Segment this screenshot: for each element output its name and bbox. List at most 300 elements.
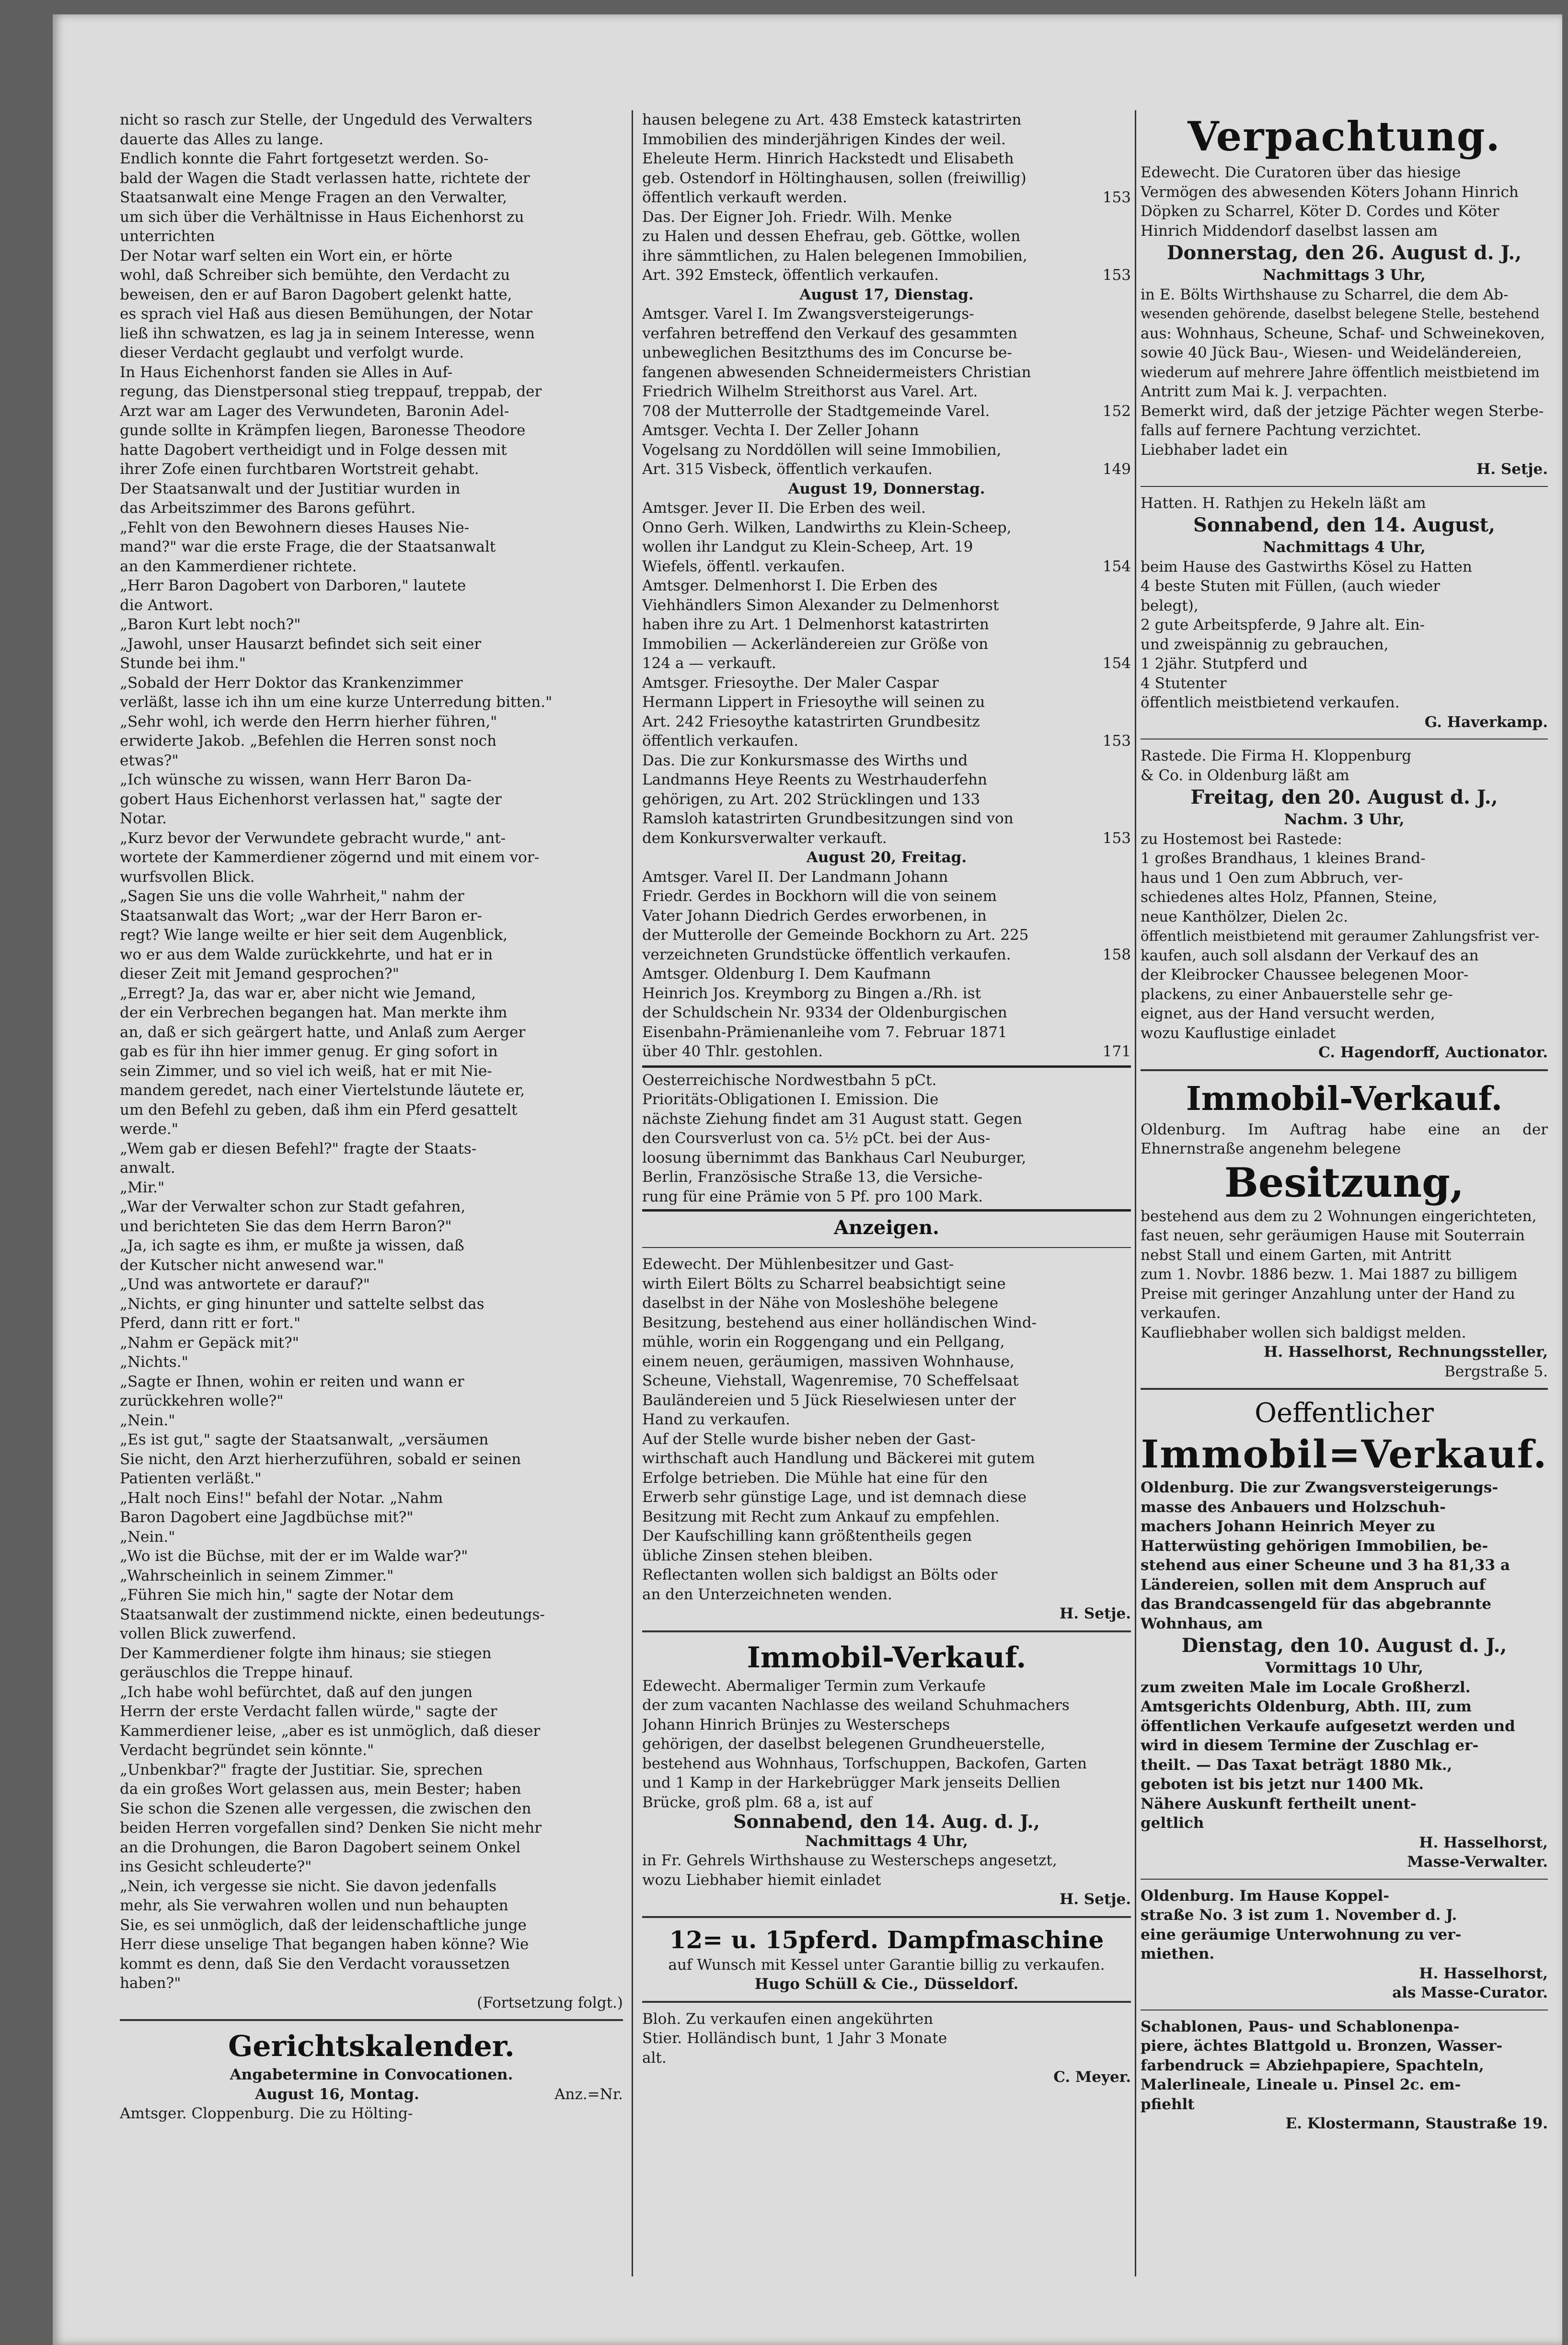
text-line: Eisenbahn-Prämienanleihe vom 7. Februar 1871: [642, 1023, 1007, 1041]
hatten-details: [1141, 557, 1548, 713]
text-line: Hinrich Middendorf daselbst lassen am: [1141, 222, 1438, 240]
text-line: piere, ächtes Blattgold u. Bronzen, Wasser-: [1141, 2037, 1503, 2055]
text-line: „Wem gab er diesen Befehl?" fragte der Staats-: [120, 1140, 477, 1157]
text-line: haben?": [120, 1975, 181, 1992]
text-line: kaufen, auch soll alsdann der Verkauf des an: [1141, 947, 1479, 964]
text-line: mühle, worin ein Roggengang und ein Pellgang,: [642, 1333, 1005, 1351]
text-line: geltlich: [1141, 1814, 1204, 1832]
text-line: Friedr. Gerdes in Bockhorn will die von seinem: [642, 888, 997, 905]
text-line: Amtsger. Varel II. Der Landmann Johann: [642, 868, 948, 886]
hatten-intro: Hatten. H. Rathjen zu Hekeln läßt am: [1141, 494, 1426, 512]
divider: [120, 2019, 623, 2021]
text-line: da ein großes Wort gelassen aus, mein Bester; haben: [120, 1780, 521, 1798]
text-line: unterrichten: [120, 228, 215, 245]
text-line: „Nein.": [120, 1528, 175, 1546]
text-line: Amtsger. Delmenhorst I. Die Erben des: [642, 577, 938, 594]
text-line: Viehhändlers Simon Alexander zu Delmenhorst: [642, 596, 999, 614]
text-line: nebst Stall und einem Garten, mit Antritt: [1141, 1246, 1452, 1264]
text-line: stehend aus einer Scheune und 3 ha 81,33 a: [1141, 1557, 1510, 1574]
text-line: Arzt war am Lager des Verwundeten, Baronin Adel-: [120, 402, 509, 420]
text-line: Bauländereien und 5 Jück Rieselwiesen unter der: [642, 1391, 1016, 1409]
text-line: „Nahm er Gepäck mit?": [120, 1334, 299, 1352]
text-line: dieser Verdacht geglaubt und verfolgt wurde.: [120, 344, 464, 361]
calendar-entry: [642, 208, 1131, 285]
immobil-verkauf-intro-2: Oldenburg. Im Auftrag habe eine an der Ehnernstraße angenehm belegene: [1141, 1121, 1548, 1157]
text-line: wesenden gehörende, daselbst belegene Stelle, bestehend: [1141, 306, 1540, 322]
text-line: wirth Eilert Bölts zu Scharrel beabsichtigt seine: [642, 1275, 1006, 1293]
text-line: Immobilien — Ackerländereien zur Größe von: [642, 635, 989, 653]
text-line: & Co. in Oldenburg läßt am: [1141, 766, 1349, 784]
text-line: Art. 242 Friesoythe katastrirten Grundbesitz: [642, 713, 980, 730]
text-line: Landmanns Heye Reents zu Westrhauderfehn: [642, 771, 987, 788]
text-line: wollen ihr Landgut zu Klein-Scheep, Art. 19: [642, 538, 973, 555]
text-line: öffentlich meistbietend mit geraumer Zahlungsfrist ver-: [1141, 928, 1540, 944]
text-line: Edewecht. Die Curatoren über das hiesige: [1141, 164, 1461, 181]
text-line: Sie schon die Szenen alle vergessen, die zwischen den: [120, 1800, 531, 1817]
text-line: gehörigen, zu Art. 202 Strücklingen und 133: [642, 790, 980, 808]
court-calendar-entry: Amtsger. Cloppenburg. Die zu Hölting-: [120, 2105, 413, 2122]
text-line: Wohnhaus, am: [1141, 1615, 1263, 1632]
koppelstrasse-ad: [1141, 1886, 1548, 1964]
divider: [1141, 1388, 1548, 1390]
oeffentlicher-time: Vormittags 10 Uhr,: [1265, 1659, 1423, 1676]
text-line: wurfsvollen Blick.: [120, 868, 255, 886]
text-line: Schablonen, Paus- und Schablonenpa-: [1141, 2018, 1460, 2035]
text-line: sein Zimmer, und so viel ich weiß, hat er mit Nie-: [120, 1062, 492, 1080]
oeffentlicher-signature: H. Hasselhorst,: [1419, 1834, 1548, 1851]
text-line: „Mir.": [120, 1178, 165, 1196]
immobil-end-1: [642, 1851, 1131, 1890]
text-line: haus und 1 Oen zum Abbruch, ver-: [1141, 869, 1403, 887]
calendar-entry: [642, 498, 1131, 576]
text-line: „Unbenkbar?" fragte der Justitiar. Sie, sprechen: [120, 1761, 483, 1779]
calendar-entries-1: [642, 110, 1131, 285]
divider: [642, 2001, 1131, 2003]
text-line: mand?" war die erste Frage, die der Staatsanwalt: [120, 538, 496, 555]
text-line: ihre sämmtlichen, zu Halen belegenen Immobilien,: [642, 247, 1027, 265]
text-line: und 1 Kamp in der Harkebrügger Mark jenseits Dellien: [642, 1774, 1061, 1791]
text-line: der zum vacanten Nachlasse des weiland Schuhmachers: [642, 1697, 1070, 1714]
text-line: Bemerkt wird, daß der jetzige Pächter wegen Sterbe-: [1141, 402, 1544, 420]
text-line: Verdacht begründet sein könnte.": [120, 1742, 374, 1759]
text-line: 708 der Mutterrolle der Stadtgemeinde Varel. 152: [642, 402, 1131, 421]
text-line: Reflectanten wollen sich baldigst an Bölts oder: [642, 1566, 998, 1583]
text-line: wohl, daß Schreiber sich bemühte, den Verdacht zu: [120, 266, 510, 284]
text-line: öffentlich meistbietend verkaufen.: [1141, 694, 1400, 711]
boelts-signature: H. Setje.: [1059, 1605, 1131, 1622]
text-line: „Sagen Sie uns die volle Wahrheit," nahm der: [120, 888, 464, 905]
text-line: daselbst in der Nähe von Mosleshöhe belegene: [642, 1294, 999, 1312]
text-line: öffentlich verkauft werden. 153: [642, 188, 1131, 208]
text-line: dauerte das Alles zu lange.: [120, 130, 324, 148]
text-line: 2 gute Arbeitspferde, 9 Jahre alt. Ein-: [1141, 616, 1425, 634]
text-line: um sich über die Verhältnisse in Haus Eichenhorst zu: [120, 208, 524, 226]
calendar-entries-2: [642, 304, 1131, 479]
text-line: anwalt.: [120, 1159, 175, 1177]
text-line: ins Gesicht schleuderte?": [120, 1858, 312, 1875]
immobil-verkauf-title-2: Immobil-Verkauf.: [1186, 1079, 1503, 1118]
court-calendar-number-label: Anz.=Nr.: [554, 2085, 623, 2103]
text-line: „Jawohl, unser Hausarzt befindet sich seit einer: [120, 635, 482, 653]
text-line: bald der Wagen die Stadt verlassen hatte, richtete der: [120, 169, 530, 187]
text-line: beim Hause des Gastwirths Kösel zu Hatten: [1141, 558, 1472, 576]
text-line: rung für eine Prämie von 5 Pf. pro 100 Mark.: [642, 1188, 983, 1205]
text-line: fast neuen, sehr geräumigen Hause mit Souterrain: [1141, 1227, 1525, 1244]
text-line: in E. Bölts Wirthshause zu Scharrel, die dem Ab-: [1141, 286, 1509, 303]
text-line: nicht so rasch zur Stelle, der Ungeduld des Verwalters: [120, 111, 532, 128]
text-line: bestehend aus dem zu 2 Wohnungen eingerichteten,: [1141, 1207, 1537, 1225]
verpachtung-title: Verpachtung.: [1188, 113, 1501, 160]
text-line: Endlich konnte die Fahrt fortgesetzt werden. So-: [120, 150, 489, 167]
text-line: Heinrich Jos. Kreymborg zu Bingen a./Rh. ist: [642, 984, 981, 1002]
column-3: [1141, 110, 1548, 2134]
text-line: bestehend aus Wohnhaus, Torfschuppen, Backofen, Garten: [642, 1755, 1087, 1772]
text-line: an den Kammerdiener richtete.: [120, 557, 357, 575]
entry-number: 158: [1102, 946, 1131, 963]
text-line: „Erregt? Ja, das war er, aber nicht wie Jemand,: [120, 984, 476, 1002]
bloh-ad: [642, 2010, 1131, 2068]
court-calendar-date: August 16, Montag.: [255, 2085, 419, 2103]
text-line: Edewecht. Der Mühlenbesitzer und Gast-: [642, 1256, 954, 1273]
schablonen-ad: [1141, 2017, 1548, 2114]
text-line: schiedenes altes Holz, Pfannen, Steine,: [1141, 889, 1438, 906]
text-line: nächste Ziehung findet am 31 August statt. Gegen: [642, 1110, 1023, 1128]
text-line: falls auf fernere Pachtung verzichtet.: [1141, 422, 1422, 439]
text-line: Besitzung mit Recht zum Ankauf zu empfehlen.: [642, 1508, 1000, 1525]
text-line: erwiderte Jakob. „Befehlen die Herren sonst noch: [120, 732, 497, 750]
oeffentlicher-verkauf-title: Immobil=Verkauf.: [1141, 1432, 1548, 1477]
text-line: an den Unterzeichneten wenden.: [642, 1585, 892, 1603]
text-line: Hatterwüsting gehörigen Immobilien, be-: [1141, 1537, 1488, 1555]
column-rule-2: [1135, 110, 1136, 2276]
immobil-verkauf-text-1: [642, 1676, 1131, 1813]
text-line: der Kutscher nicht anwesend war.": [120, 1256, 384, 1274]
text-line: wortete der Kammerdiener zögernd und mit einem vor-: [120, 849, 540, 866]
text-line: gehörigen, der daselbst belegenen Grundheuerstelle,: [642, 1735, 1046, 1753]
text-line: wozu Kauflustige einladet: [1141, 1024, 1336, 1042]
text-line: „Ja, ich sagte es ihm, er mußte ja wissen, daß: [120, 1237, 464, 1254]
text-line: in Fr. Gehrels Wirthshause zu Westerscheps angesetzt,: [642, 1852, 1057, 1869]
text-line: Erwerb sehr günstige Lage, und ist demnach diese: [642, 1489, 1027, 1506]
text-line: „Nichts, er ging hinunter und sattelte selbst das: [120, 1295, 484, 1313]
text-line: „Sobald der Herr Doktor das Krankenzimmer: [120, 674, 463, 692]
text-line: neue Kanthölzer, Dielen 2c.: [1141, 908, 1349, 925]
text-line: loosung übernimmt das Bankhaus Carl Neuburger,: [642, 1149, 1026, 1167]
text-line: einem neuen, geräumigen, massiven Wohnhause,: [642, 1352, 1015, 1370]
text-line: Rastede. Die Firma H. Kloppenburg: [1141, 747, 1412, 764]
calendar-entry: [642, 421, 1131, 479]
text-line: „Kurz bevor der Verwundete gebracht wurde," ant-: [120, 829, 506, 847]
text-line: Friedrich Wilhelm Streithorst aus Varel. Art.: [642, 383, 978, 400]
text-line: Staatsanwalt der zustimmend nickte, einen bedeutungs-: [120, 1606, 545, 1623]
text-line: verkaufen.: [1141, 1305, 1221, 1322]
divider: [642, 1247, 1131, 1248]
continuation-note: (Fortsetzung folgt.): [477, 1994, 623, 2011]
text-line: öffentlich verkaufen. 153: [642, 731, 1131, 751]
text-line: an die Drohungen, die Baron Dagobert seinem Onkel: [120, 1838, 521, 1856]
text-line: fangenen abwesenden Schneidermeisters Christian: [642, 363, 1031, 381]
text-line: Vater Johann Diedrich Gerdes erworbenen, in: [642, 907, 987, 924]
text-line: Kaufliebhaber wollen sich baldigst melden.: [1141, 1324, 1466, 1341]
text-line: Der Kaufschilling kann größtentheils gegen: [642, 1527, 972, 1545]
text-line: Onno Gerh. Wilken, Landwirths zu Klein-Scheep,: [642, 519, 1012, 536]
text-line: „Baron Kurt lebt noch?": [120, 616, 301, 633]
oeffentlicher-title: Oeffentlicher: [1255, 1398, 1434, 1429]
text-line: Auf der Stelle wurde bisher neben der Gast-: [642, 1430, 976, 1448]
text-line: 4 Stutenter: [1141, 674, 1227, 692]
text-line: verfahren betreffend den Verkauf des gesammten: [642, 324, 1017, 342]
text-line: Das. Die zur Konkursmasse des Wirths und: [642, 751, 968, 769]
nordwestbahn-notice: [642, 1065, 1131, 1212]
divider: [1141, 1069, 1548, 1071]
text-line: mandem geredet, nach einer Viertelstunde läutete er,: [120, 1082, 525, 1099]
rastede-time: Nachm. 3 Uhr,: [1284, 811, 1405, 828]
schablonen-signature: E. Klostermann, Staustraße 19.: [1285, 2115, 1548, 2132]
text-line: wiederum auf mehrere Jahre öffentlich meistbietend im: [1141, 364, 1540, 381]
text-line: 4 beste Stuten mit Füllen, (auch wieder: [1141, 578, 1441, 595]
calendar-entry: [642, 576, 1131, 673]
text-line: Der Staatsanwalt und der Justitiar wurden in: [120, 480, 461, 497]
text-line: Amtsger. Vechta I. Der Zeller Johann: [642, 422, 919, 439]
column-1: [120, 110, 623, 2124]
text-line: zum 1. Novbr. 1886 bezw. 1. Mai 1887 zu billigem: [1141, 1266, 1518, 1283]
text-line: belegt),: [1141, 597, 1199, 614]
text-line: pfiehlt: [1141, 2095, 1195, 2113]
verpachtung-details: [1141, 285, 1548, 460]
text-line: Kammerdiener leise, „aber es ist unmöglich, daß dieser: [120, 1722, 541, 1740]
text-line: „Nein.": [120, 1411, 175, 1429]
text-line: Baron Dagobert eine Jagdbüchse mit?": [120, 1509, 414, 1526]
text-line: hausen belegene zu Art. 438 Emsteck katastrirten: [642, 111, 1022, 128]
text-line: und zweispännig zu gebrauchen,: [1141, 635, 1389, 653]
text-line: öffentlichen Verkaufe aufgesetzt werden und: [1141, 1717, 1515, 1735]
text-line: Amtsgerichts Oldenburg, Abth. III, zum: [1141, 1698, 1472, 1715]
verpachtung-signature: H. Setje.: [1476, 461, 1548, 478]
immobil-date-1: Sonnabend, den 14. Aug. d. J.,: [733, 1811, 1040, 1832]
hatten-signature: G. Haverkamp.: [1424, 713, 1548, 731]
text-line: Oldenburg. Im Hause Koppel-: [1141, 1887, 1390, 1905]
text-line: Prioritäts-Obligationen I. Emission. Die: [642, 1091, 939, 1108]
oeffentlicher-text: [1141, 1478, 1548, 1633]
column-rule-1: [632, 110, 633, 2276]
entry-number: 152: [1102, 402, 1131, 420]
text-line: Herr diese unselige That begangen haben könne? Wie: [120, 1936, 529, 1953]
divider: [1141, 486, 1548, 487]
entry-number: 154: [1102, 655, 1131, 672]
text-line: Eheleute Herm. Hinrich Hackstedt und Elisabeth: [642, 150, 1014, 167]
text-line: Pferd, dann ritt er fort.": [120, 1315, 301, 1332]
text-line: gunde sollte in Krämpfen liegen, Baronesse Theodore: [120, 422, 526, 439]
calendar-entry: [642, 751, 1131, 848]
text-line: Vermögen des abwesenden Köters Johann Hinrich: [1141, 183, 1519, 201]
text-line: zu Halen und dessen Ehefrau, geb. Göttke, wollen: [642, 228, 1021, 245]
text-line: miethen.: [1141, 1945, 1215, 1963]
entry-number: 153: [1102, 189, 1131, 206]
text-line: Amtsger. Oldenburg I. Dem Kaufmann: [642, 965, 931, 982]
text-line: Der Kammerdiener folgte ihm hinaus; sie stiegen: [120, 1644, 492, 1662]
calendar-date-3: August 20, Freitag.: [806, 849, 967, 866]
text-line: In Haus Eichenhorst fanden sie Alles in Auf-: [120, 363, 453, 381]
text-line: der Mutterolle der Gemeinde Bockhorn zu Art. 225: [642, 926, 1029, 944]
divider: [1141, 1879, 1548, 1880]
text-line: gobert Haus Eichenhorst verlassen hat," sagte der: [120, 790, 502, 808]
text-line: „Wahrscheinlich in seinem Zimmer.": [120, 1567, 394, 1584]
text-line: masse des Anbauers und Holzschuh-: [1141, 1498, 1446, 1516]
text-line: das Brandcassengeld für das abgebrannte: [1141, 1595, 1491, 1613]
text-line: hatte Dagobert vertheidigt und in Folge dessen mit: [120, 441, 507, 459]
text-line: Immobilien des minderjährigen Kindes der weil.: [642, 130, 1006, 148]
column-2: [642, 110, 1131, 2087]
calendar-entries-4: [642, 867, 1131, 1062]
hatten-date: Sonnabend, den 14. August,: [1193, 514, 1495, 536]
rastede-signature: C. Hagendorff, Auctionator.: [1318, 1044, 1548, 1061]
text-line: regung, das Dienstpersonal stieg treppauf, treppab, der: [120, 383, 542, 400]
immobil-verkauf-address-2: Bergstraße 5.: [1444, 1363, 1548, 1380]
text-line: sowie 40 Jück Bau-, Wiesen- und Weideländereien,: [1141, 344, 1522, 361]
text-line: um den Befehl zu geben, daß ihm ein Pferd gesattelt: [120, 1101, 518, 1119]
entry-number: 153: [1102, 266, 1131, 284]
text-line: „Nein, ich vergesse sie nicht. Sie davon jedenfalls: [120, 1877, 496, 1895]
text-line: es sprach viel Haß aus diesen Bemühungen, der Notar: [120, 305, 533, 323]
dampfmaschine-text: auf Wunsch mit Kessel unter Garantie billig zu verkaufen.: [668, 1956, 1105, 1974]
entry-number: 171: [1102, 1043, 1131, 1060]
rastede-date: Freitag, den 20. August d. J.,: [1190, 786, 1498, 809]
text-line: aus: Wohnhaus, Scheune, Schaf- und Schweinekoven,: [1141, 324, 1545, 342]
text-line: Berlin, Französische Straße 13, die Versiche-: [642, 1168, 983, 1186]
text-line: der Kleibrocker Chaussee belegenen Moor-: [1141, 966, 1469, 983]
bloh-signature: C. Meyer.: [1053, 2068, 1131, 2086]
verpachtung-time: Nachmittags 3 Uhr,: [1263, 266, 1426, 284]
text-line: alt.: [642, 2049, 667, 2067]
text-line: verläßt, lasse ich ihn um eine kurze Unterredung bitten.": [120, 693, 553, 711]
calendar-entry: [642, 964, 1131, 1062]
entry-number: 153: [1102, 829, 1131, 847]
divider: [642, 1916, 1131, 1918]
text-line: farbendruck = Abziehpapiere, Spachteln,: [1141, 2056, 1484, 2074]
text-line: Staatsanwalt das Wort; „war der Herr Baron er-: [120, 907, 482, 924]
text-line: Amtsger. Jever II. Die Erben des weil.: [642, 499, 926, 517]
text-line: übliche Zinsen stehen bleiben.: [642, 1547, 873, 1564]
text-line: „Herr Baron Dagobert von Darboren," lautete: [120, 577, 466, 594]
hatten-time: Nachmittags 4 Uhr,: [1263, 539, 1426, 556]
text-line: „Fehlt von den Bewohnern dieses Hauses Nie-: [120, 519, 470, 536]
text-line: eignet, aus der Hand versucht werden,: [1141, 1005, 1435, 1022]
immobil-time-1: Nachmittags 4 Uhr,: [805, 1832, 968, 1850]
text-line: verzeichneten Grundstücke öffentlich verkaufen. 158: [642, 945, 1131, 965]
text-line: „Sehr wohl, ich werde den Herrn hierher führen,": [120, 713, 497, 730]
koppelstrasse-signature-role: als Masse-Curator.: [1392, 1984, 1548, 2001]
calendar-entries-3: [642, 498, 1131, 848]
text-line: wozu Liebhaber hiemit einladet: [642, 1871, 881, 1889]
anzeigen-title: Anzeigen.: [834, 1216, 939, 1239]
text-line: „Halt noch Eins!" befahl der Notar. „Nahm: [120, 1489, 443, 1507]
text-line: über 40 Thlr. gestohlen. 171: [642, 1042, 1131, 1062]
text-line: regt? Wie lange weilte er hier seit dem Augenblick,: [120, 926, 508, 944]
text-line: geräuschlos die Treppe hinauf.: [120, 1664, 354, 1681]
entry-number: 154: [1102, 557, 1131, 575]
court-calendar-title: Gerichtskalender.: [228, 2030, 515, 2063]
text-line: Edewecht. Abermaliger Termin zum Verkaufe: [642, 1677, 986, 1695]
text-line: Das. Der Eigner Joh. Friedr. Wilh. Menke: [642, 208, 952, 226]
oeffentlicher-details: [1141, 1678, 1548, 1833]
calendar-entry: [642, 867, 1131, 965]
text-line: dem Konkursverwalter verkauft. 153: [642, 829, 1131, 848]
text-line: beiden Herren vorgefallen sind? Denken Sie nicht mehr: [120, 1819, 542, 1837]
text-line: Vogelsang zu Norddöllen will seine Immobilien,: [642, 441, 1002, 459]
text-line: Liebhaber ladet ein: [1141, 441, 1288, 459]
text-line: wird in diesem Termine der Zuschlag er-: [1141, 1737, 1479, 1754]
text-line: ließ ihn schwatzen, es lag ja in seinem Interesse, wenn: [120, 324, 535, 342]
text-line: Art. 315 Visbeck, öffentlich verkaufen. 149: [642, 460, 1131, 479]
text-line: das Arbeitszimmer des Barons geführt.: [120, 499, 415, 517]
dampfmaschine-signature: Hugo Schüll & Cie., Düsseldorf.: [754, 1975, 1019, 1993]
text-line: Döpken zu Scharrel, Köter D. Cordes und Köter: [1141, 203, 1499, 220]
text-line: haben ihre zu Art. 1 Delmenhorst katastrirten: [642, 616, 989, 633]
immobil-signature-1: H. Setje.: [1059, 1891, 1131, 1908]
text-line: Besitzung, bestehend aus einer holländischen Wind-: [642, 1314, 1037, 1331]
divider: [642, 1630, 1131, 1632]
text-line: geb. Ostendorf in Höltinghausen, sollen (freiwillig): [642, 169, 1026, 187]
text-line: mehr, als Sie verwahren wollen und nun behaupten: [120, 1897, 508, 1914]
text-line: und berichteten Sie das dem Herrn Baron?": [120, 1217, 452, 1235]
text-line: wirthschaft auch Handlung und Bäckerei mit gutem: [642, 1450, 1035, 1467]
text-line: Sie nicht, den Arzt hierherzuführen, sobald er seinen: [120, 1450, 521, 1468]
text-line: Malerlineale, Lineale u. Pinsel 2c. em-: [1141, 2076, 1461, 2093]
text-line: 1 2jähr. Stutpferd und: [1141, 655, 1308, 672]
text-line: plackens, zu einer Anbauerstelle sehr ge-: [1141, 985, 1453, 1003]
rastede-intro: [1141, 746, 1548, 785]
boelts-ad: [642, 1255, 1131, 1604]
calendar-date-1: August 17, Dienstag.: [799, 286, 974, 303]
text-line: ihrer Zofe einen furchtbaren Wortstreit gehabt.: [120, 461, 479, 478]
text-line: gab es für ihn hier immer genug. Er ging sofort in: [120, 1043, 498, 1060]
text-line: Ländereien, sollen mit dem Anspruch auf: [1141, 1576, 1486, 1594]
text-line: zurückkehren wolle?": [120, 1392, 284, 1409]
verpachtung-text: [1141, 163, 1548, 241]
text-line: den Coursverlust von ca. 5½ pCt. bei der Aus-: [642, 1130, 991, 1147]
text-line: Ramsloh katastrirten Grundbesitzungen sind von: [642, 810, 1014, 827]
text-line: unbeweglichen Besitzthums des im Concurse be-: [642, 344, 1012, 361]
rastede-details: [1141, 830, 1548, 1043]
text-line: an, daß er sich geärgert hatte, und Anlaß zum Aerger: [120, 1023, 526, 1041]
text-line: „Ich habe wohl befürchtet, daß auf den jungen: [120, 1683, 473, 1701]
text-line: geboten ist bis jetzt nur 1400 Mk.: [1141, 1776, 1424, 1793]
text-line: Preise mit geringer Anzahlung unter der Hand zu: [1141, 1285, 1515, 1303]
newspaper-page: [53, 14, 1562, 2345]
verpachtung-date: Donnerstag, den 26. August d. J.,: [1166, 242, 1522, 264]
text-line: etwas?": [120, 751, 179, 769]
text-line: Amtsger. Varel I. Im Zwangsversteigerungs-: [642, 305, 974, 323]
entry-number: 149: [1102, 461, 1131, 478]
text-line: Brücke, groß plm. 68 a, ist auf: [642, 1793, 873, 1811]
text-line: zum zweiten Male im Locale Großherzl.: [1141, 1678, 1471, 1696]
text-line: „Und was antwortete er darauf?": [120, 1276, 370, 1293]
text-line: straße No. 3 ist zum 1. November d. J.: [1141, 1906, 1457, 1924]
calendar-entry: [642, 673, 1131, 751]
text-line: zu Hostemost bei Rastede:: [1141, 830, 1342, 848]
text-line: die Antwort.: [120, 596, 214, 614]
text-line: Staatsanwalt eine Menge Fragen an den Verwalter,: [120, 189, 507, 206]
text-line: wo er aus dem Walde zurückkehrte, und hat er in: [120, 946, 493, 963]
besitzung-heading: Besitzung,: [1224, 1158, 1464, 1206]
text-line: 1 großes Brandhaus, 1 kleines Brand-: [1141, 850, 1426, 867]
text-line: „Nichts.": [120, 1353, 188, 1371]
calendar-entry: [642, 304, 1131, 421]
entry-number: 153: [1102, 732, 1131, 750]
text-line: Notar.: [120, 810, 167, 827]
calendar-entry: [642, 110, 1131, 208]
text-line: „Es ist gut," sagte der Staatsanwalt, „versäumen: [120, 1431, 489, 1448]
